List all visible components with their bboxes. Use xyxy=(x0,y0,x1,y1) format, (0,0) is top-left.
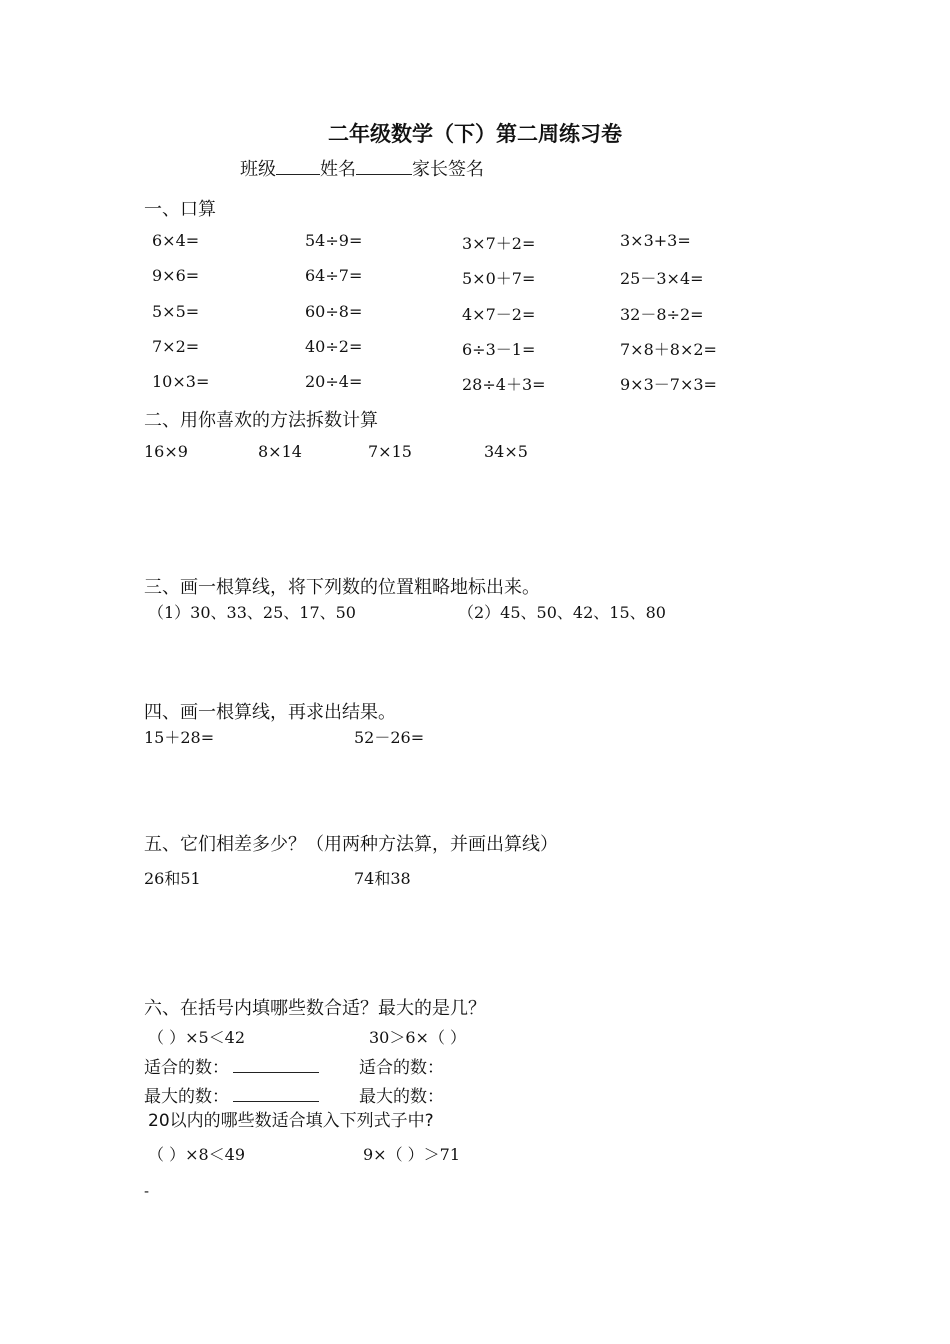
oral-calc-item: 6÷3－1= xyxy=(462,340,536,359)
max-label: 最大的数： xyxy=(144,1087,229,1107)
page-title: 二年级数学（下）第二周练习卷 xyxy=(328,122,622,146)
class-label: 班级 xyxy=(240,159,276,180)
oral-calc-item: 6×4= xyxy=(152,231,200,250)
section2-heading: 二、用你喜欢的方法拆数计算 xyxy=(144,410,378,431)
sub-question: 20以内的哪些数适合填入下列式子中? xyxy=(148,1111,434,1131)
max-answer-blank[interactable] xyxy=(233,1085,319,1102)
parent-signature-label: 家长签名 xyxy=(412,159,484,180)
split-calc-item: 8×14 xyxy=(258,442,302,461)
name-label: 姓名 xyxy=(320,159,356,180)
name-blank[interactable] xyxy=(356,158,412,175)
oral-calc-item: 7×2= xyxy=(152,337,200,356)
split-calc-item: 16×9 xyxy=(144,442,188,461)
fit-answer-blank[interactable] xyxy=(233,1056,319,1073)
fit-label-2: 适合的数： xyxy=(359,1058,444,1078)
max-label-2: 最大的数： xyxy=(359,1087,444,1107)
oral-calc-item: 5×0＋7= xyxy=(462,269,536,288)
oral-calc-item: 25－3×4= xyxy=(620,269,704,288)
section1-heading: 一、口算 xyxy=(144,199,216,220)
inequality-2: 30＞6×（ ） xyxy=(369,1028,467,1047)
student-info-line xyxy=(240,155,484,181)
oral-calc-item: 32－8÷2= xyxy=(620,305,704,324)
oral-calc-item: 28÷4＋3= xyxy=(462,375,546,394)
calc-item-2: 52－26= xyxy=(354,728,425,747)
section6-heading: 六、在括号内填哪些数合适？最大的是几？ xyxy=(144,998,486,1019)
oral-calc-item: 5×5= xyxy=(152,302,200,321)
inequality-3: （ ）×8＜49 xyxy=(148,1145,246,1164)
numberline-item-1: （1）30、33、25、17、50 xyxy=(148,603,356,622)
footer-mark: - xyxy=(144,1184,150,1200)
class-blank[interactable] xyxy=(276,158,320,175)
oral-calc-item: 9×6= xyxy=(152,266,200,285)
inequality-1: （ ）×5＜42 xyxy=(148,1028,246,1047)
oral-calc-item: 60÷8= xyxy=(305,302,363,321)
fit-label: 适合的数： xyxy=(144,1058,229,1078)
section4-heading: 四、画一根算线，再求出结果。 xyxy=(144,702,396,723)
difference-item-1: 26和51 xyxy=(144,869,201,888)
inequality-4: 9×（ ）＞71 xyxy=(363,1145,461,1164)
section5-heading: 五、它们相差多少？（用两种方法算，并画出算线） xyxy=(144,834,558,855)
oral-calc-item: 54÷9= xyxy=(305,231,363,250)
max-number-row-1 xyxy=(144,1082,319,1107)
oral-calc-item: 4×7－2= xyxy=(462,305,536,324)
numberline-item-2: （2）45、50、42、15、80 xyxy=(458,603,666,622)
split-calc-item: 34×5 xyxy=(484,442,528,461)
oral-calc-item: 9×3－7×3= xyxy=(620,375,717,394)
oral-calc-item: 3×3+3= xyxy=(620,231,691,250)
split-calc-item: 7×15 xyxy=(368,442,412,461)
oral-calc-item: 7×8＋8×2= xyxy=(620,340,717,359)
calc-item-1: 15＋28= xyxy=(144,728,215,747)
oral-calc-item: 64÷7= xyxy=(305,266,363,285)
oral-calc-item: 10×3= xyxy=(152,372,210,391)
difference-item-2: 74和38 xyxy=(354,869,411,888)
oral-calc-item: 3×7＋2= xyxy=(462,234,536,253)
fit-numbers-row-1 xyxy=(144,1053,319,1078)
oral-calc-item: 40÷2= xyxy=(305,337,363,356)
section3-heading: 三、画一根算线，将下列数的位置粗略地标出来。 xyxy=(144,577,540,598)
oral-calc-item: 20÷4= xyxy=(305,372,363,391)
